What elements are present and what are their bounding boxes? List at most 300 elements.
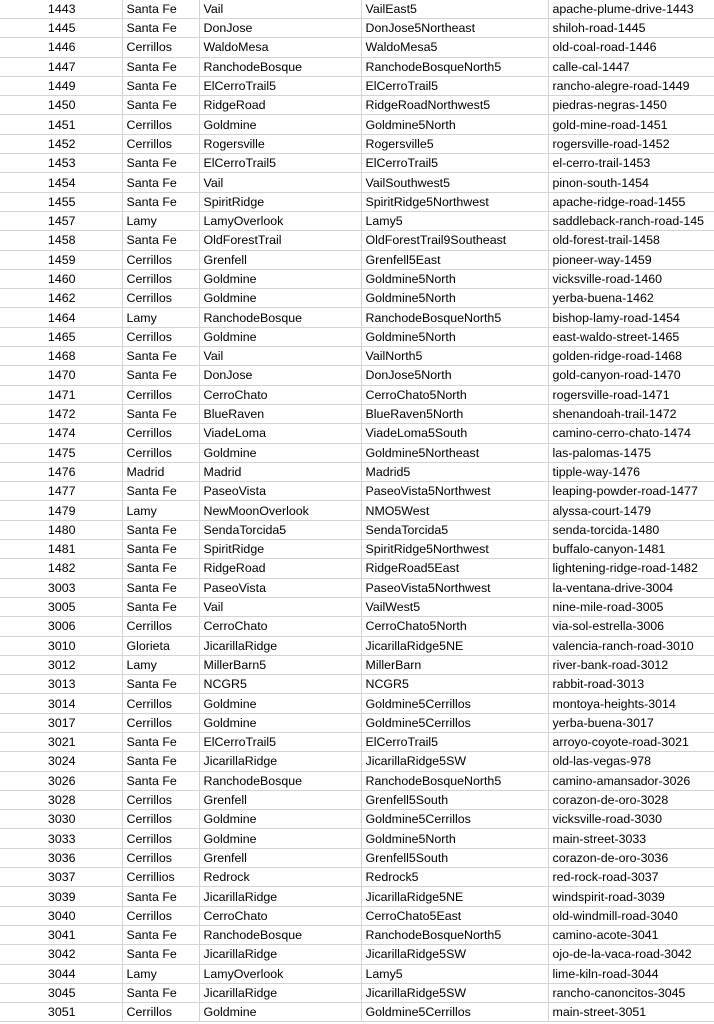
cell-area[interactable]: Goldmine [199, 829, 361, 848]
cell-road[interactable]: shenandoah-trail-1472 [548, 404, 714, 423]
cell-route[interactable]: OldForestTrail9Southeast [361, 231, 548, 250]
cell-area[interactable]: RanchodeBosque [199, 925, 361, 944]
cell-road[interactable]: bishop-lamy-road-1454 [548, 308, 714, 327]
cell-road[interactable]: camino-cerro-chato-1474 [548, 424, 714, 443]
cell-road[interactable]: via-sol-estrella-3006 [548, 617, 714, 636]
cell-area[interactable]: Vail [199, 0, 361, 19]
cell-route[interactable]: Goldmine5North [361, 829, 548, 848]
cell-route[interactable]: PaseoVista5Northwest [361, 482, 548, 501]
cell-road[interactable]: river-bank-road-3012 [548, 655, 714, 674]
table-row [0, 250, 714, 269]
cell-route[interactable]: DonJose5Northeast [361, 19, 548, 38]
cell-area[interactable]: Goldmine [199, 269, 361, 288]
cell-city[interactable]: Cerrillos [122, 134, 199, 153]
cell-id[interactable]: 1475 [0, 443, 122, 462]
cell-road[interactable]: rancho-alegre-road-1449 [548, 76, 714, 95]
cell-road[interactable]: gold-canyon-road-1470 [548, 366, 714, 385]
cell-area[interactable]: Madrid [199, 462, 361, 481]
cell-route[interactable]: CerroChato5East [361, 906, 548, 925]
cell-route[interactable]: ElCerroTrail5 [361, 154, 548, 173]
cell-id[interactable]: 3028 [0, 790, 122, 809]
cell-city[interactable]: Cerrillos [122, 694, 199, 713]
cell-id[interactable]: 1446 [0, 38, 122, 57]
cell-route[interactable]: RidgeRoadNorthwest5 [361, 96, 548, 115]
cell-city[interactable]: Santa Fe [122, 154, 199, 173]
cell-road[interactable]: calle-cal-1447 [548, 57, 714, 76]
cell-id[interactable]: 3014 [0, 694, 122, 713]
cell-route[interactable]: Redrock5 [361, 868, 548, 887]
cell-route[interactable]: PaseoVista5Northwest [361, 578, 548, 597]
cell-route[interactable]: NCGR5 [361, 675, 548, 694]
cell-area[interactable]: Vail [199, 173, 361, 192]
cell-city[interactable]: Cerrillos [122, 1003, 199, 1022]
cell-id[interactable]: 3036 [0, 848, 122, 867]
cell-route[interactable]: Madrid5 [361, 462, 548, 481]
cell-route[interactable]: Goldmine5North [361, 289, 548, 308]
cell-area[interactable]: Goldmine [199, 327, 361, 346]
cell-road[interactable]: la-ventana-drive-3004 [548, 578, 714, 597]
cell-city[interactable]: Santa Fe [122, 57, 199, 76]
cell-road[interactable]: golden-ridge-road-1468 [548, 347, 714, 366]
cell-route[interactable]: MillerBarn [361, 655, 548, 674]
cell-route[interactable]: Grenfell5South [361, 790, 548, 809]
cell-city[interactable]: Cerrillos [122, 906, 199, 925]
cell-id[interactable]: 1462 [0, 289, 122, 308]
cell-id[interactable]: 3010 [0, 636, 122, 655]
cell-city[interactable]: Santa Fe [122, 983, 199, 1002]
cell-road[interactable]: tipple-way-1476 [548, 462, 714, 481]
cell-road[interactable]: leaping-powder-road-1477 [548, 482, 714, 501]
cell-route[interactable]: JicarillaRidge5NE [361, 636, 548, 655]
cell-city[interactable]: Cerrillos [122, 289, 199, 308]
cell-area[interactable]: LamyOverlook [199, 964, 361, 983]
table-row [0, 771, 714, 790]
cell-road[interactable]: camino-acote-3041 [548, 925, 714, 944]
cell-road[interactable]: las-palomas-1475 [548, 443, 714, 462]
cell-area[interactable]: Goldmine [199, 694, 361, 713]
cell-id[interactable]: 3042 [0, 945, 122, 964]
cell-route[interactable]: CerroChato5North [361, 385, 548, 404]
cell-city[interactable]: Santa Fe [122, 192, 199, 211]
cell-area[interactable]: Goldmine [199, 289, 361, 308]
table-row [0, 925, 714, 944]
cell-id[interactable]: 1445 [0, 19, 122, 38]
cell-road[interactable]: rogersville-road-1452 [548, 134, 714, 153]
cell-city[interactable]: Santa Fe [122, 404, 199, 423]
cell-area[interactable]: JicarillaRidge [199, 887, 361, 906]
table-row [0, 96, 714, 115]
cell-city[interactable]: Cerrillos [122, 848, 199, 867]
cell-route[interactable]: Goldmine5Northeast [361, 443, 548, 462]
cell-area[interactable]: ElCerroTrail5 [199, 76, 361, 95]
cell-city[interactable]: Santa Fe [122, 96, 199, 115]
cell-road[interactable]: windspirit-road-3039 [548, 887, 714, 906]
table-row [0, 308, 714, 327]
cell-area[interactable]: Grenfell [199, 790, 361, 809]
cell-id[interactable]: 3005 [0, 597, 122, 616]
cell-road[interactable]: camino-amansador-3026 [548, 771, 714, 790]
cell-city[interactable]: Santa Fe [122, 540, 199, 559]
cell-id[interactable]: 1476 [0, 462, 122, 481]
cell-city[interactable]: Cerrillos [122, 250, 199, 269]
cell-road[interactable]: corazon-de-oro-3028 [548, 790, 714, 809]
cell-city[interactable]: Cerrillos [122, 713, 199, 732]
cell-city[interactable]: Santa Fe [122, 76, 199, 95]
cell-id[interactable]: 3003 [0, 578, 122, 597]
cell-road[interactable]: gold-mine-road-1451 [548, 115, 714, 134]
table-row [0, 578, 714, 597]
cell-road[interactable]: old-coal-road-1446 [548, 38, 714, 57]
cell-route[interactable]: DonJose5North [361, 366, 548, 385]
cell-city[interactable]: Cerrillos [122, 327, 199, 346]
cell-route[interactable]: SendaTorcida5 [361, 520, 548, 539]
cell-area[interactable]: Redrock [199, 868, 361, 887]
cell-route[interactable]: JicarillaRidge5SW [361, 945, 548, 964]
cell-route[interactable]: SpiritRidge5Northwest [361, 192, 548, 211]
table-row [0, 983, 714, 1002]
cell-road[interactable]: vicksville-road-1460 [548, 269, 714, 288]
cell-city[interactable]: Lamy [122, 964, 199, 983]
cell-city[interactable]: Santa Fe [122, 887, 199, 906]
cell-route[interactable]: RanchodeBosqueNorth5 [361, 925, 548, 944]
cell-area[interactable]: RidgeRoad [199, 96, 361, 115]
cell-area[interactable]: NewMoonOverlook [199, 501, 361, 520]
cell-city[interactable]: Lamy [122, 308, 199, 327]
cell-area[interactable]: RanchodeBosque [199, 771, 361, 790]
cell-city[interactable]: Santa Fe [122, 732, 199, 751]
cell-road[interactable]: nine-mile-road-3005 [548, 597, 714, 616]
cell-area[interactable]: WaldoMesa [199, 38, 361, 57]
cell-city[interactable]: Santa Fe [122, 752, 199, 771]
cell-id[interactable]: 1481 [0, 540, 122, 559]
cell-road[interactable]: arroyo-coyote-road-3021 [548, 732, 714, 751]
table-row [0, 694, 714, 713]
cell-city[interactable]: Cerrillos [122, 829, 199, 848]
cell-area[interactable]: PaseoVista [199, 578, 361, 597]
cell-city[interactable]: Lamy [122, 501, 199, 520]
cell-id[interactable]: 1458 [0, 231, 122, 250]
cell-route[interactable]: JicarillaRidge5SW [361, 752, 548, 771]
cell-id[interactable]: 1457 [0, 211, 122, 230]
cell-road[interactable]: buffalo-canyon-1481 [548, 540, 714, 559]
cell-id[interactable]: 1450 [0, 96, 122, 115]
cell-road[interactable]: lightening-ridge-road-1482 [548, 559, 714, 578]
cell-area[interactable]: Rogersville [199, 134, 361, 153]
cell-area[interactable]: LamyOverlook [199, 211, 361, 230]
cell-road[interactable]: east-waldo-street-1465 [548, 327, 714, 346]
cell-route[interactable]: Grenfell5East [361, 250, 548, 269]
cell-route[interactable]: ElCerroTrail5 [361, 76, 548, 95]
cell-road[interactable]: shiloh-road-1445 [548, 19, 714, 38]
cell-route[interactable]: JicarillaRidge5NE [361, 887, 548, 906]
cell-id[interactable]: 1470 [0, 366, 122, 385]
cell-id[interactable]: 3006 [0, 617, 122, 636]
cell-route[interactable]: VailSouthwest5 [361, 173, 548, 192]
table-row [0, 868, 714, 887]
cell-area[interactable]: OldForestTrail [199, 231, 361, 250]
cell-city[interactable]: Glorieta [122, 636, 199, 655]
cell-city[interactable]: Santa Fe [122, 231, 199, 250]
cell-id[interactable]: 1443 [0, 0, 122, 19]
cell-city[interactable]: Cerrillos [122, 790, 199, 809]
cell-route[interactable]: RanchodeBosqueNorth5 [361, 771, 548, 790]
cell-city[interactable]: Lamy [122, 655, 199, 674]
cell-area[interactable]: JicarillaRidge [199, 752, 361, 771]
cell-road[interactable]: yerba-buena-3017 [548, 713, 714, 732]
cell-route[interactable]: ElCerroTrail5 [361, 732, 548, 751]
table-row [0, 559, 714, 578]
cell-city[interactable]: Santa Fe [122, 675, 199, 694]
table-row [0, 964, 714, 983]
cell-route[interactable]: Goldmine5Cerrillos [361, 713, 548, 732]
cell-city[interactable]: Cerrillos [122, 424, 199, 443]
cell-id[interactable]: 1472 [0, 404, 122, 423]
cell-id[interactable]: 3040 [0, 906, 122, 925]
cell-road[interactable]: old-las-vegas-978 [548, 752, 714, 771]
cell-area[interactable]: PaseoVista [199, 482, 361, 501]
cell-route[interactable]: VailNorth5 [361, 347, 548, 366]
cell-road[interactable]: corazon-de-oro-3036 [548, 848, 714, 867]
cell-route[interactable]: JicarillaRidge5SW [361, 983, 548, 1002]
cell-id[interactable]: 3012 [0, 655, 122, 674]
cell-road[interactable]: saddleback-ranch-road-145 [548, 211, 714, 230]
cell-route[interactable]: RanchodeBosqueNorth5 [361, 57, 548, 76]
cell-route[interactable]: BlueRaven5North [361, 404, 548, 423]
cell-route[interactable]: Grenfell5South [361, 848, 548, 867]
cell-city[interactable]: Cerrillios [122, 868, 199, 887]
table-row [0, 713, 714, 732]
cell-road[interactable]: pinon-south-1454 [548, 173, 714, 192]
cell-road[interactable]: senda-torcida-1480 [548, 520, 714, 539]
cell-city[interactable]: Santa Fe [122, 520, 199, 539]
cell-road[interactable]: yerba-buena-1462 [548, 289, 714, 308]
cell-route[interactable]: Lamy5 [361, 964, 548, 983]
cell-id[interactable]: 1465 [0, 327, 122, 346]
table-row [0, 655, 714, 674]
cell-route[interactable]: ViadeLoma5South [361, 424, 548, 443]
cell-road[interactable]: rabbit-road-3013 [548, 675, 714, 694]
table-row [0, 404, 714, 423]
cell-id[interactable]: 1482 [0, 559, 122, 578]
cell-route[interactable]: Goldmine5North [361, 115, 548, 134]
cell-road[interactable]: pioneer-way-1459 [548, 250, 714, 269]
cell-road[interactable]: main-street-3033 [548, 829, 714, 848]
table-row [0, 906, 714, 925]
cell-area[interactable]: CerroChato [199, 617, 361, 636]
cell-city[interactable]: Santa Fe [122, 559, 199, 578]
cell-route[interactable]: RidgeRoad5East [361, 559, 548, 578]
cell-route[interactable]: NMO5West [361, 501, 548, 520]
cell-area[interactable]: BlueRaven [199, 404, 361, 423]
table-row [0, 520, 714, 539]
cell-id[interactable]: 1451 [0, 115, 122, 134]
cell-area[interactable]: Vail [199, 347, 361, 366]
cell-route[interactable]: Lamy5 [361, 211, 548, 230]
table-row [0, 192, 714, 211]
table-row [0, 347, 714, 366]
cell-id[interactable]: 3037 [0, 868, 122, 887]
table-row [0, 76, 714, 95]
cell-id[interactable]: 1479 [0, 501, 122, 520]
cell-area[interactable]: Goldmine [199, 713, 361, 732]
cell-area[interactable]: SendaTorcida5 [199, 520, 361, 539]
cell-route[interactable]: VailWest5 [361, 597, 548, 616]
table-row [0, 617, 714, 636]
cell-road[interactable]: el-cerro-trail-1453 [548, 154, 714, 173]
cell-city[interactable]: Cerrillos [122, 115, 199, 134]
cell-id[interactable]: 3013 [0, 675, 122, 694]
cell-id[interactable]: 1464 [0, 308, 122, 327]
cell-area[interactable]: Grenfell [199, 250, 361, 269]
table-row [0, 424, 714, 443]
cell-id[interactable]: 1447 [0, 57, 122, 76]
cell-route[interactable]: SpiritRidge5Northwest [361, 540, 548, 559]
cell-road[interactable]: old-forest-trail-1458 [548, 231, 714, 250]
cell-area[interactable]: Goldmine [199, 443, 361, 462]
cell-city[interactable]: Cerrillos [122, 617, 199, 636]
cell-road[interactable]: piedras-negras-1450 [548, 96, 714, 115]
cell-route[interactable]: Goldmine5North [361, 327, 548, 346]
cell-city[interactable]: Santa Fe [122, 0, 199, 19]
cell-road[interactable]: montoya-heights-3014 [548, 694, 714, 713]
cell-city[interactable]: Santa Fe [122, 366, 199, 385]
cell-road[interactable]: alyssa-court-1479 [548, 501, 714, 520]
cell-id[interactable]: 1453 [0, 154, 122, 173]
cell-area[interactable]: Goldmine [199, 1003, 361, 1022]
cell-route[interactable]: VailEast5 [361, 0, 548, 19]
cell-city[interactable]: Santa Fe [122, 19, 199, 38]
cell-city[interactable]: Santa Fe [122, 173, 199, 192]
cell-id[interactable]: 3039 [0, 887, 122, 906]
cell-id[interactable]: 1455 [0, 192, 122, 211]
table-row [0, 887, 714, 906]
cell-id[interactable]: 3030 [0, 810, 122, 829]
cell-road[interactable]: apache-ridge-road-1455 [548, 192, 714, 211]
cell-city[interactable]: Cerrillos [122, 443, 199, 462]
cell-id[interactable]: 1452 [0, 134, 122, 153]
cell-id[interactable]: 3026 [0, 771, 122, 790]
cell-route[interactable]: CerroChato5North [361, 617, 548, 636]
cell-area[interactable]: JicarillaRidge [199, 983, 361, 1002]
cell-city[interactable]: Cerrillos [122, 385, 199, 404]
cell-city[interactable]: Santa Fe [122, 597, 199, 616]
cell-area[interactable]: NCGR5 [199, 675, 361, 694]
cell-city[interactable]: Santa Fe [122, 578, 199, 597]
table-row [0, 675, 714, 694]
cell-id[interactable]: 1471 [0, 385, 122, 404]
cell-id[interactable]: 1460 [0, 269, 122, 288]
cell-city[interactable]: Santa Fe [122, 925, 199, 944]
cell-area[interactable]: Goldmine [199, 810, 361, 829]
table-row [0, 231, 714, 250]
cell-id[interactable]: 1474 [0, 424, 122, 443]
table-row [0, 462, 714, 481]
cell-road[interactable]: vicksville-road-3030 [548, 810, 714, 829]
cell-area[interactable]: ElCerroTrail5 [199, 154, 361, 173]
cell-area[interactable]: Goldmine [199, 115, 361, 134]
cell-area[interactable]: CerroChato [199, 906, 361, 925]
cell-id[interactable]: 3017 [0, 713, 122, 732]
cell-area[interactable]: Vail [199, 597, 361, 616]
cell-area[interactable]: RanchodeBosque [199, 308, 361, 327]
table-row [0, 134, 714, 153]
cell-area[interactable]: Grenfell [199, 848, 361, 867]
cell-area[interactable]: SpiritRidge [199, 540, 361, 559]
cell-road[interactable]: rogersville-road-1471 [548, 385, 714, 404]
cell-id[interactable]: 3024 [0, 752, 122, 771]
cell-id[interactable]: 1480 [0, 520, 122, 539]
cell-area[interactable]: RanchodeBosque [199, 57, 361, 76]
cell-city[interactable]: Cerrillos [122, 38, 199, 57]
cell-id[interactable]: 3021 [0, 732, 122, 751]
cell-city[interactable]: Cerrillos [122, 810, 199, 829]
cell-id[interactable]: 3041 [0, 925, 122, 944]
cell-id[interactable]: 3033 [0, 829, 122, 848]
cell-id[interactable]: 1477 [0, 482, 122, 501]
cell-area[interactable]: MillerBarn5 [199, 655, 361, 674]
cell-road[interactable]: red-rock-road-3037 [548, 868, 714, 887]
cell-id[interactable]: 1454 [0, 173, 122, 192]
cell-route[interactable]: Goldmine5North [361, 269, 548, 288]
cell-road[interactable]: ojo-de-la-vaca-road-3042 [548, 945, 714, 964]
cell-area[interactable]: JicarillaRidge [199, 945, 361, 964]
table-row [0, 752, 714, 771]
cell-area[interactable]: CerroChato [199, 385, 361, 404]
cell-road[interactable]: lime-kiln-road-3044 [548, 964, 714, 983]
cell-road[interactable]: old-windmill-road-3040 [548, 906, 714, 925]
cell-city[interactable]: Santa Fe [122, 347, 199, 366]
table-row [0, 945, 714, 964]
cell-route[interactable]: WaldoMesa5 [361, 38, 548, 57]
table-row [0, 810, 714, 829]
cell-city[interactable]: Santa Fe [122, 771, 199, 790]
cell-road[interactable]: rancho-canoncitos-3045 [548, 983, 714, 1002]
cell-city[interactable]: Cerrillos [122, 269, 199, 288]
cell-area[interactable]: RidgeRoad [199, 559, 361, 578]
cell-route[interactable]: Goldmine5Cerrillos [361, 694, 548, 713]
table-row [0, 443, 714, 462]
cell-area[interactable]: DonJose [199, 19, 361, 38]
cell-city[interactable]: Santa Fe [122, 482, 199, 501]
cell-id[interactable]: 3044 [0, 964, 122, 983]
cell-id[interactable]: 1459 [0, 250, 122, 269]
table-row [0, 790, 714, 809]
cell-road[interactable]: apache-plume-drive-1443 [548, 0, 714, 19]
cell-road[interactable]: main-street-3051 [548, 1003, 714, 1022]
table-row [0, 636, 714, 655]
cell-id[interactable]: 3045 [0, 983, 122, 1002]
cell-route[interactable]: RanchodeBosqueNorth5 [361, 308, 548, 327]
cell-id[interactable]: 1468 [0, 347, 122, 366]
table-row [0, 115, 714, 134]
cell-area[interactable]: ElCerroTrail5 [199, 732, 361, 751]
cell-city[interactable]: Madrid [122, 462, 199, 481]
cell-id[interactable]: 1449 [0, 76, 122, 95]
cell-id[interactable]: 3051 [0, 1003, 122, 1022]
cell-area[interactable]: ViadeLoma [199, 424, 361, 443]
cell-city[interactable]: Lamy [122, 211, 199, 230]
cell-city[interactable]: Santa Fe [122, 945, 199, 964]
table-row [0, 597, 714, 616]
cell-area[interactable]: JicarillaRidge [199, 636, 361, 655]
cell-route[interactable]: Goldmine5Cerrillos [361, 1003, 548, 1022]
cell-route[interactable]: Goldmine5Cerrillos [361, 810, 548, 829]
table-row [0, 154, 714, 173]
cell-route[interactable]: Rogersville5 [361, 134, 548, 153]
cell-road[interactable]: valencia-ranch-road-3010 [548, 636, 714, 655]
cell-area[interactable]: DonJose [199, 366, 361, 385]
cell-area[interactable]: SpiritRidge [199, 192, 361, 211]
